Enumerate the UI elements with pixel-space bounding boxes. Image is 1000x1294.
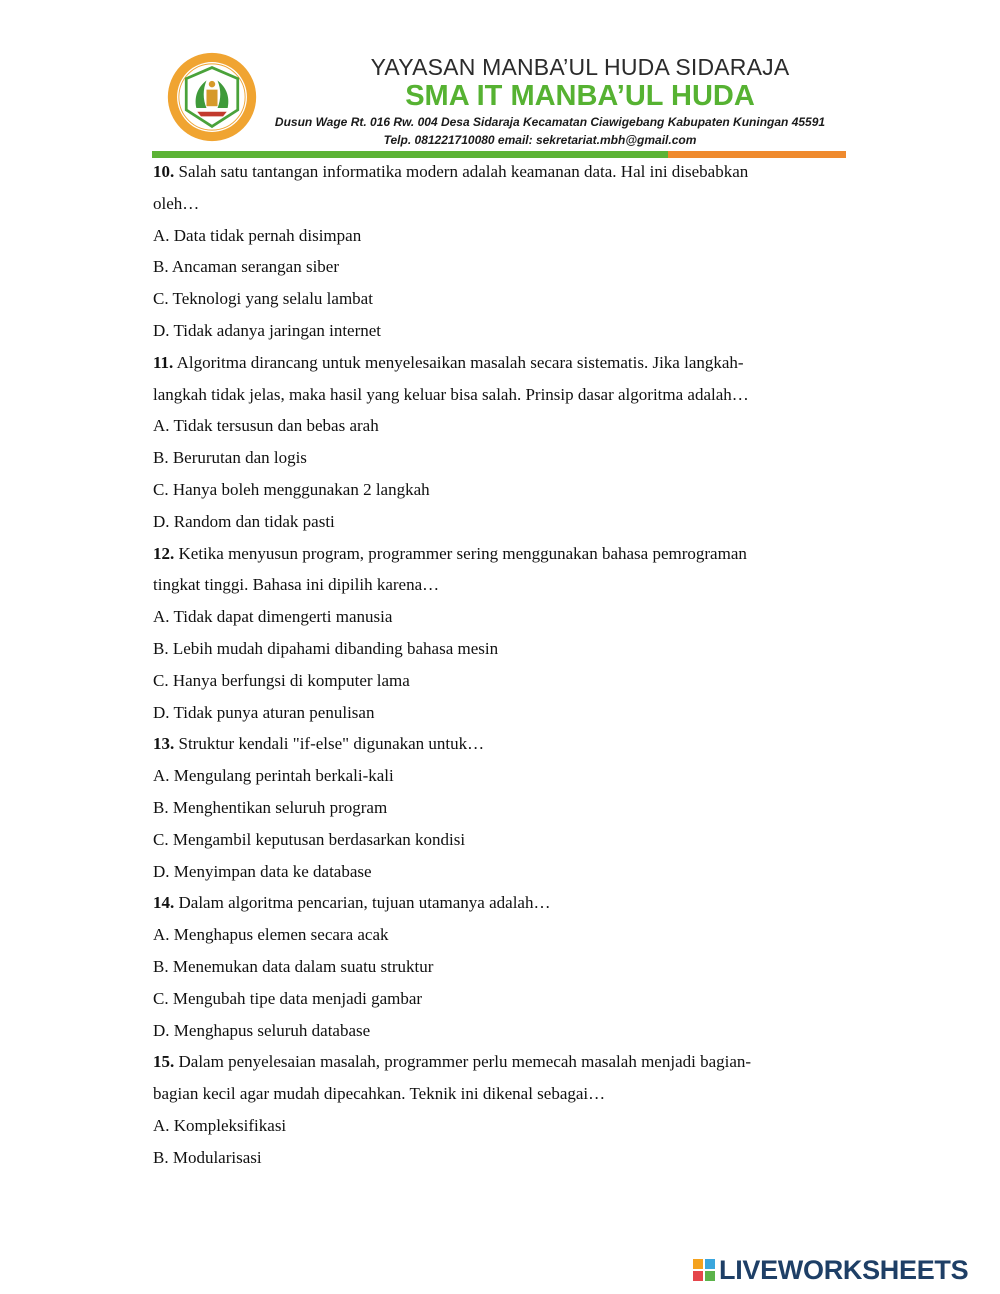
answer-option: A. Tidak dapat dimengerti manusia	[153, 607, 393, 627]
question-block	[153, 1046, 853, 1173]
question-stem-line: Algoritma dirancang untuk menyelesaikan masalah secara sistematis. Jika langkah-	[176, 352, 744, 372]
question-number: 13.	[153, 734, 175, 754]
school-contact: Telp. 081221710080 email: sekretariat.mbh@gmail.com	[383, 133, 697, 147]
question-block	[153, 156, 853, 347]
question-stem-line: Dalam algoritma pencarian, tujuan utamanya adalah…	[178, 893, 551, 913]
answer-option: B. Menghentikan seluruh program	[153, 797, 388, 817]
school-logo	[166, 51, 258, 143]
logo-square-e	[705, 1271, 715, 1281]
answer-option: D. Menghapus seluruh database	[153, 1020, 371, 1040]
question-number: 14.	[153, 893, 175, 913]
question-text	[153, 156, 853, 188]
question-text	[153, 887, 853, 919]
question-block	[153, 887, 853, 1046]
question-block	[153, 347, 853, 538]
question-text	[153, 1046, 853, 1078]
liveworksheets-watermark	[693, 1254, 968, 1286]
answer-option: C. Hanya boleh menggunakan 2 langkah	[153, 479, 430, 499]
answer-option: A. Kompleksifikasi	[153, 1115, 287, 1135]
question-list	[153, 156, 853, 1174]
answer-option: D. Random dan tidak pasti	[153, 511, 335, 531]
question-stem-line: tingkat tinggi. Bahasa ini dipilih karena…	[153, 575, 440, 595]
question-block	[153, 728, 853, 887]
answer-option: C. Teknologi yang selalu lambat	[153, 289, 373, 309]
answer-option: B. Menemukan data dalam suatu struktur	[153, 956, 434, 976]
foundation-name: YAYASAN MANBA’UL HUDA SIDARAJA	[370, 54, 790, 80]
question-number: 11.	[153, 352, 174, 372]
answer-option: D. Tidak adanya jaringan internet	[153, 320, 382, 340]
school-address: Dusun Wage Rt. 016 Rw. 004 Desa Sidaraja Kecamatan Ciawigebang Kabupaten Kuningan 45591	[274, 115, 826, 129]
answer-option: A. Tidak tersusun dan bebas arah	[153, 416, 379, 436]
answer-option: C. Mengubah tipe data menjadi gambar	[153, 988, 423, 1008]
question-number: 15.	[153, 1052, 175, 1072]
answer-option: B. Lebih mudah dipahami dibanding bahasa mesin	[153, 638, 499, 658]
answer-option: B. Ancaman serangan siber	[153, 257, 339, 277]
answer-option: B. Berurutan dan logis	[153, 448, 307, 468]
logo-square-v	[693, 1271, 703, 1281]
answer-option: A. Menghapus elemen secara acak	[153, 925, 389, 945]
question-text	[153, 538, 853, 570]
school-name: SMA IT MANBA’UL HUDA	[405, 80, 755, 112]
question-stem-line: Salah satu tantangan informatika modern adalah keamanan data. Hal ini disebabkan	[178, 162, 749, 181]
answer-option: C. Hanya berfungsi di komputer lama	[153, 670, 410, 690]
answer-option: D. Tidak punya aturan penulisan	[153, 702, 375, 722]
answer-option: C. Mengambil keputusan berdasarkan kondisi	[153, 829, 466, 849]
liveworksheets-logo-icon	[693, 1259, 715, 1281]
question-text	[153, 728, 853, 760]
question-text	[153, 347, 853, 379]
question-number: 12.	[153, 543, 175, 563]
letterhead	[0, 0, 1000, 160]
logo-square-l	[693, 1259, 703, 1269]
answer-option: B. Modularisasi	[153, 1147, 262, 1167]
answer-option: A. Data tidak pernah disimpan	[153, 225, 362, 245]
logo-square-i	[705, 1259, 715, 1269]
question-block	[153, 538, 853, 729]
question-stem-line: oleh…	[153, 193, 200, 213]
question-stem-line: Dalam penyelesaian masalah, programmer perlu memecah masalah menjadi bagian-	[178, 1052, 752, 1072]
question-stem-line: Ketika menyusun program, programmer sering menggunakan bahasa pemrograman	[178, 543, 747, 563]
liveworksheets-brand: LIVEWORKSHEETS	[719, 1254, 969, 1285]
answer-option: D. Menyimpan data ke database	[153, 861, 372, 881]
question-stem-line: Struktur kendali "if-else" digunakan untuk…	[178, 734, 485, 754]
question-stem-line: bagian kecil agar mudah dipecahkan. Teknik ini dikenal sebagai…	[153, 1084, 606, 1104]
question-number: 10.	[153, 162, 175, 181]
answer-option: A. Mengulang perintah berkali-kali	[153, 766, 394, 786]
question-stem-line: langkah tidak jelas, maka hasil yang keluar bisa salah. Prinsip dasar algoritma adalah…	[153, 384, 749, 404]
